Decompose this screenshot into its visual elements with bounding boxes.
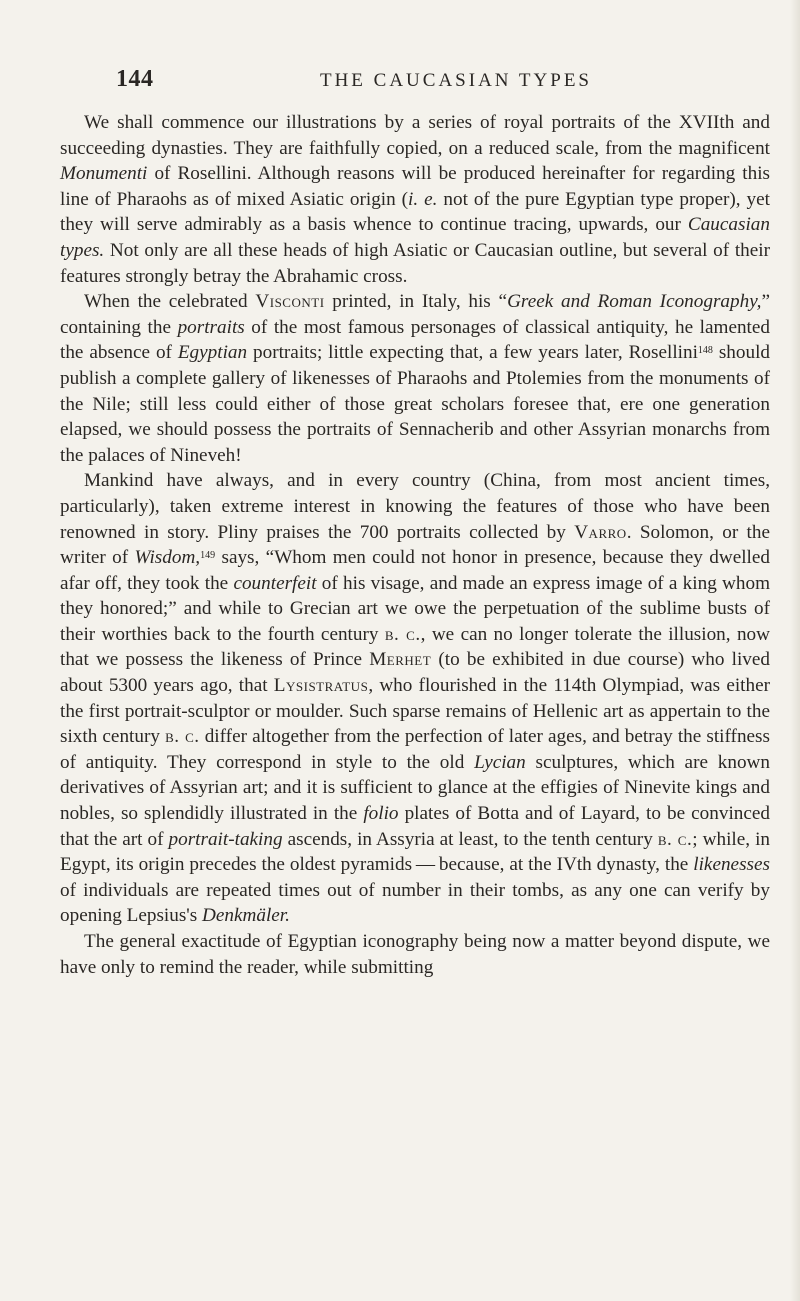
- text-run: says, “Whom men could not honor in presence, because they dwelled afar off, they took the: [60, 547, 770, 594]
- text-run: ; while, in Egypt, its origin precedes the oldest pyramids — because, at the IVth dynasty, the: [60, 828, 771, 876]
- small-caps-run: Lysistratus: [273, 675, 369, 697]
- italic-run: Greek and Roman Iconography,: [507, 291, 762, 313]
- text-run: of his visage, and made an express image of a king whom they honored;” and while to Grecian art we owe the perpetuation of the sublime busts of their worthies back to the fourth century: [60, 572, 771, 645]
- text-run: ascends, in Assyria at least, to the tenth century: [282, 828, 658, 850]
- page-number: 144: [116, 66, 154, 92]
- page-edge-shadow: [790, 0, 800, 1301]
- text-run: portraits; little expecting that, a few years later, Rosellini: [247, 342, 698, 364]
- text-run: When the celebrated: [84, 291, 256, 313]
- italic-run: counterfeit: [233, 572, 317, 594]
- footnote-ref-149: 149: [200, 550, 216, 562]
- text-run: We shall commence our illustrations by a series of royal portraits of the XVIIth and succeeding dynasties. They are faithfully copied, on a reduced scale, from the magnificent: [60, 112, 770, 159]
- text-run: printed, in Italy, his “: [324, 291, 508, 313]
- text-run: of Rosellini. Although reasons will be produced hereinafter for regarding this line of Pharaohs as of mixed Asiatic origin (: [60, 163, 770, 210]
- italic-run: Wisdom,: [134, 547, 201, 569]
- text-run: ” containing the: [60, 291, 770, 338]
- small-caps-run: b. c.: [165, 726, 200, 748]
- text-run: should publish a complete gallery of likenesses of Pharaohs and Ptolemies from the monuments of the Nile; still less could either of those great scholars foresee that, ere one generation elapsed, we should possess the portraits of Sennacherib and other Assyrian monarchs from the palaces of Nineveh!: [60, 342, 770, 466]
- italic-run: folio: [363, 803, 399, 825]
- small-caps-run: b. c.: [384, 623, 421, 645]
- italic-run: portraits: [177, 316, 245, 338]
- text-run: The general exactitude of Egyptian iconography being now a matter beyond dispute, we have only to remind the reader, while submitting: [60, 931, 770, 978]
- paragraph-3: [60, 468, 770, 929]
- page-header: [116, 66, 756, 96]
- italic-run: Lycian: [474, 751, 526, 773]
- body-text: [60, 110, 770, 980]
- small-caps-run: Varro: [574, 521, 627, 543]
- small-caps-run: b. c.: [657, 828, 693, 850]
- running-title: THE CAUCASIAN TYPES: [319, 70, 592, 91]
- italic-run: portrait-taking: [168, 828, 283, 850]
- italic-run: i. e.: [408, 188, 438, 210]
- italic-run: Caucasian types.: [60, 214, 770, 261]
- text-run: differ altogether from the perfection of later ages, and betray the stiffness of antiquity. They correspond in style to the old: [60, 726, 770, 773]
- text-run: . Solomon, or the writer of: [60, 521, 770, 569]
- paragraph-1: [60, 110, 770, 289]
- text-run: sculptures, which are known derivatives of Assyrian art; and it is sufficient to glance at the effigies of Ninevite kings and nobles, so splendidly illustrated in the: [60, 751, 770, 825]
- text-run: , who flourished in the 114th Olympiad, was either the first portrait-sculptor or moulder. Such sparse remains of Hellenic art as appertain to the sixth century: [60, 675, 770, 748]
- text-run: , we can no longer tolerate the illusion, now that we possess the likeness of Prince: [60, 623, 770, 671]
- text-run: of individuals are repeated times out of number in their tombs, as any one can verify by opening Lepsius's: [60, 879, 770, 927]
- small-caps-run: Merhet: [369, 649, 432, 671]
- footnote-ref-148: 148: [697, 345, 713, 357]
- italic-run: Denkmäler.: [202, 905, 290, 927]
- text-run: Mankind have always, and in every country (China, from most ancient times, particularly), taken extreme interest in knowing the features of those who have been renowned in story. Pliny praises the 700 portraits collected by: [60, 470, 770, 543]
- italic-run: likenesses: [693, 854, 770, 876]
- text-run: Not only are all these heads of high Asiatic or Caucasian outline, but several of their features strongly betray the Abrahamic cross.: [60, 239, 770, 287]
- small-caps-run: Visconti: [255, 291, 325, 313]
- text-run: (to be exhibited in due course) who lived about 5300 years ago, that: [60, 649, 770, 697]
- paragraph-4: [60, 929, 770, 980]
- italic-run: Egyptian: [177, 342, 248, 364]
- text-run: of the most famous personages of classical antiquity, he lamented the absence of: [60, 316, 770, 364]
- paragraph-2: [60, 289, 770, 468]
- italic-run: Monumenti: [60, 163, 148, 185]
- text-run: not of the pure Egyptian type proper), yet they will serve admirably as a basis whence to continue tracing, upwards, our: [60, 188, 770, 236]
- text-run: plates of Botta and of Layard, to be convinced that the art of: [60, 803, 770, 850]
